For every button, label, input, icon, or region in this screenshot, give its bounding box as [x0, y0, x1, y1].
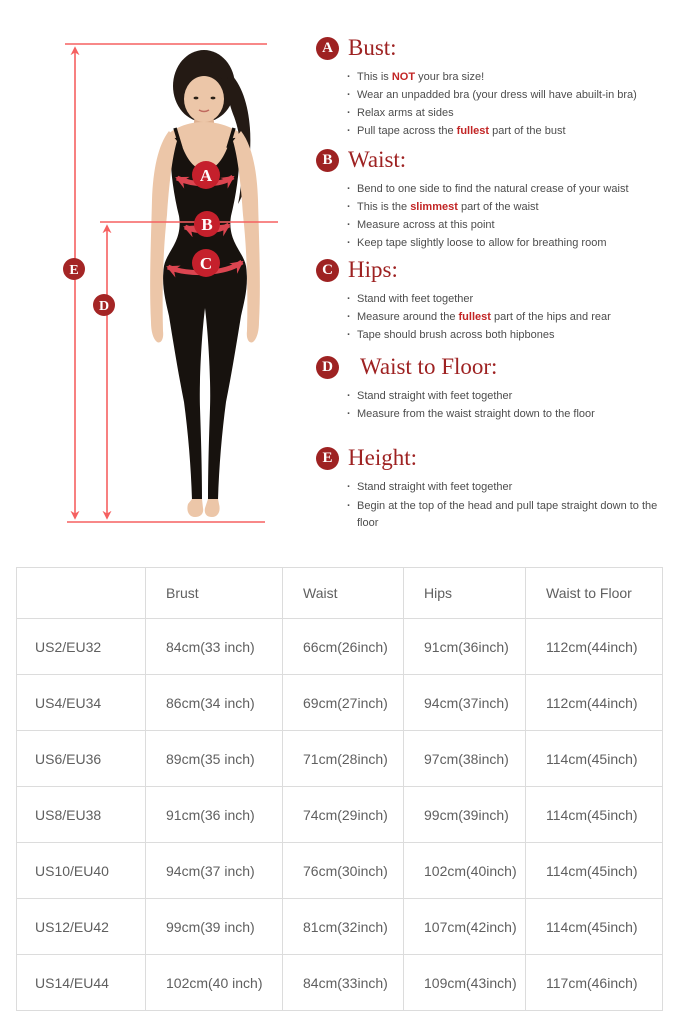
size-table: [16, 567, 663, 1011]
table-row: [17, 675, 663, 731]
table-cell: 69cm(27inch): [283, 675, 404, 731]
bullet-text: Pull tape across the: [357, 125, 457, 137]
bullet: [346, 87, 680, 104]
table-row: [17, 619, 663, 675]
section-waist-heading: [316, 148, 680, 172]
bullet: [346, 479, 675, 496]
table-cell: 107cm(42inch): [404, 899, 526, 955]
table-header-cell: [17, 568, 146, 619]
section-height-heading: [316, 446, 680, 470]
size-label-cell: US8/EU38: [17, 787, 146, 843]
section-waist-to-floor: [316, 355, 680, 424]
table-header-cell: Waist to Floor: [526, 568, 663, 619]
bullet: [346, 69, 680, 86]
bullet-highlight: slimmest: [410, 201, 458, 213]
table-header-cell: Hips: [404, 568, 526, 619]
bullet: [346, 123, 680, 140]
bullet: [346, 199, 680, 216]
size-label-cell: US6/EU36: [17, 731, 146, 787]
section-height: [316, 446, 680, 534]
bullet: [346, 235, 680, 252]
table-cell: 117cm(46inch): [526, 955, 663, 1011]
table-cell: 112cm(44inch): [526, 675, 663, 731]
table-cell: 81cm(32inch): [283, 899, 404, 955]
table-cell: 97cm(38inch): [404, 731, 526, 787]
table-cell: 74cm(29inch): [283, 787, 404, 843]
table-cell: 114cm(45inch): [526, 731, 663, 787]
table-cell: 99cm(39 inch): [146, 899, 283, 955]
bullet-text: part of the waist: [457, 201, 539, 213]
model-face: [184, 76, 224, 122]
hips-marker-letter: C: [199, 254, 213, 273]
bullet: [346, 217, 680, 234]
bullet-text: Stand straight with feet together: [357, 481, 513, 493]
section-bust-heading: [316, 36, 680, 60]
measurement-diagram: [0, 0, 340, 560]
bullet-text: Measure from the waist straight down to the floor: [357, 408, 595, 420]
table-header-cell: Waist: [283, 568, 404, 619]
section-hips-heading: [316, 258, 680, 282]
section-waist: [316, 148, 680, 253]
bullet: [346, 291, 680, 308]
size-label-cell: US10/EU40: [17, 843, 146, 899]
height-marker-letter: E: [69, 263, 79, 278]
size-label-cell: US12/EU42: [17, 899, 146, 955]
table-cell: 91cm(36 inch): [146, 787, 283, 843]
section-waist-bullets: [346, 181, 680, 252]
section-hips-bullets: [346, 291, 680, 344]
waist-marker-letter: B: [201, 215, 213, 234]
bullet: [346, 181, 680, 198]
table-row: [17, 731, 663, 787]
model-figure: [150, 50, 260, 517]
model-eye-left: [194, 97, 199, 100]
table-cell: 112cm(44inch): [526, 619, 663, 675]
table-cell: 89cm(35 inch): [146, 731, 283, 787]
waist-to-floor-badge-icon: D: [316, 356, 339, 379]
table-header-cell: Brust: [146, 568, 283, 619]
section-waist-to-floor-title: Waist to Floor:: [360, 354, 498, 379]
table-cell: 86cm(34 inch): [146, 675, 283, 731]
bullet-highlight: NOT: [391, 71, 416, 83]
model-bodysuit: [163, 138, 247, 500]
table-header-row: [17, 568, 663, 619]
size-label-cell: US4/EU34: [17, 675, 146, 731]
table-cell: 109cm(43inch): [404, 955, 526, 1011]
table-cell: 99cm(39inch): [404, 787, 526, 843]
bust-marker-letter: A: [199, 166, 213, 185]
table-cell: 102cm(40 inch): [146, 955, 283, 1011]
bullet: [346, 406, 680, 423]
size-label-cell: US2/EU32: [17, 619, 146, 675]
table-cell: 102cm(40inch): [404, 843, 526, 899]
bullet-highlight: fullest: [458, 311, 491, 323]
bullet-text: Begin at the top of the head and pull tape straight down to the floor: [357, 500, 658, 529]
model-eye-right: [211, 97, 216, 100]
bullet-text: Stand straight with feet together: [357, 390, 513, 402]
section-waist-to-floor-bullets: [346, 388, 680, 423]
height-badge-icon: E: [316, 447, 339, 470]
table-cell: 114cm(45inch): [526, 843, 663, 899]
table-cell: 84cm(33inch): [283, 955, 404, 1011]
bullet-text: This is the: [357, 201, 411, 213]
section-hips-title: Hips:: [348, 257, 398, 282]
table-row: [17, 843, 663, 899]
bullet-text: Measure around the: [357, 311, 459, 323]
bullet-text: Wear an unpadded bra (your dress will have abuilt-in bra): [357, 89, 637, 101]
table-row: [17, 899, 663, 955]
table-cell: 71cm(28inch): [283, 731, 404, 787]
bullet: [346, 309, 680, 326]
section-bust: [316, 36, 680, 141]
table-cell: 76cm(30inch): [283, 843, 404, 899]
model-foot-right: [205, 499, 220, 517]
table-cell: 91cm(36inch): [404, 619, 526, 675]
size-label-cell: US14/EU44: [17, 955, 146, 1011]
table-cell: 94cm(37 inch): [146, 843, 283, 899]
table-cell: 84cm(33 inch): [146, 619, 283, 675]
model-foot-left: [187, 499, 203, 517]
hips-badge-icon: C: [316, 259, 339, 282]
bullet-text: Stand with feet together: [357, 293, 474, 305]
bullet-text: Measure across at this point: [357, 219, 495, 231]
table-cell: 94cm(37inch): [404, 675, 526, 731]
section-bust-title: Bust:: [348, 35, 397, 60]
bullet-highlight: fullest: [456, 125, 490, 137]
bullet: [346, 388, 680, 405]
bullet-text: part of the bust: [489, 125, 566, 137]
bullet-text: Bend to one side to find the natural crease of your waist: [357, 183, 629, 195]
bullet-text: Tape should brush across both hipbones: [357, 329, 555, 341]
table-row: [17, 955, 663, 1011]
table-cell: 66cm(26inch): [283, 619, 404, 675]
section-bust-bullets: [346, 69, 680, 140]
bullet-text: Keep tape slightly loose to allow for breathing room: [357, 237, 607, 249]
bullet: [346, 327, 680, 344]
section-waist-to-floor-heading: [316, 355, 680, 379]
table-cell: 114cm(45inch): [526, 787, 663, 843]
bullet: [346, 105, 680, 122]
section-height-title: Height:: [348, 445, 417, 470]
section-height-bullets: [346, 479, 680, 532]
section-waist-title: Waist:: [348, 147, 407, 172]
bullet: [346, 498, 675, 532]
section-hips: [316, 258, 680, 345]
bullet-text: Relax arms at sides: [357, 107, 454, 119]
waist-badge-icon: B: [316, 149, 339, 172]
table-row: [17, 787, 663, 843]
waist-floor-marker-letter: D: [98, 299, 110, 314]
bullet-text: This is: [357, 71, 392, 83]
table-cell: 114cm(45inch): [526, 899, 663, 955]
bust-badge-icon: A: [316, 37, 339, 60]
bullet-text: part of the hips and rear: [490, 311, 611, 323]
bullet-text: your bra size!: [415, 71, 485, 83]
